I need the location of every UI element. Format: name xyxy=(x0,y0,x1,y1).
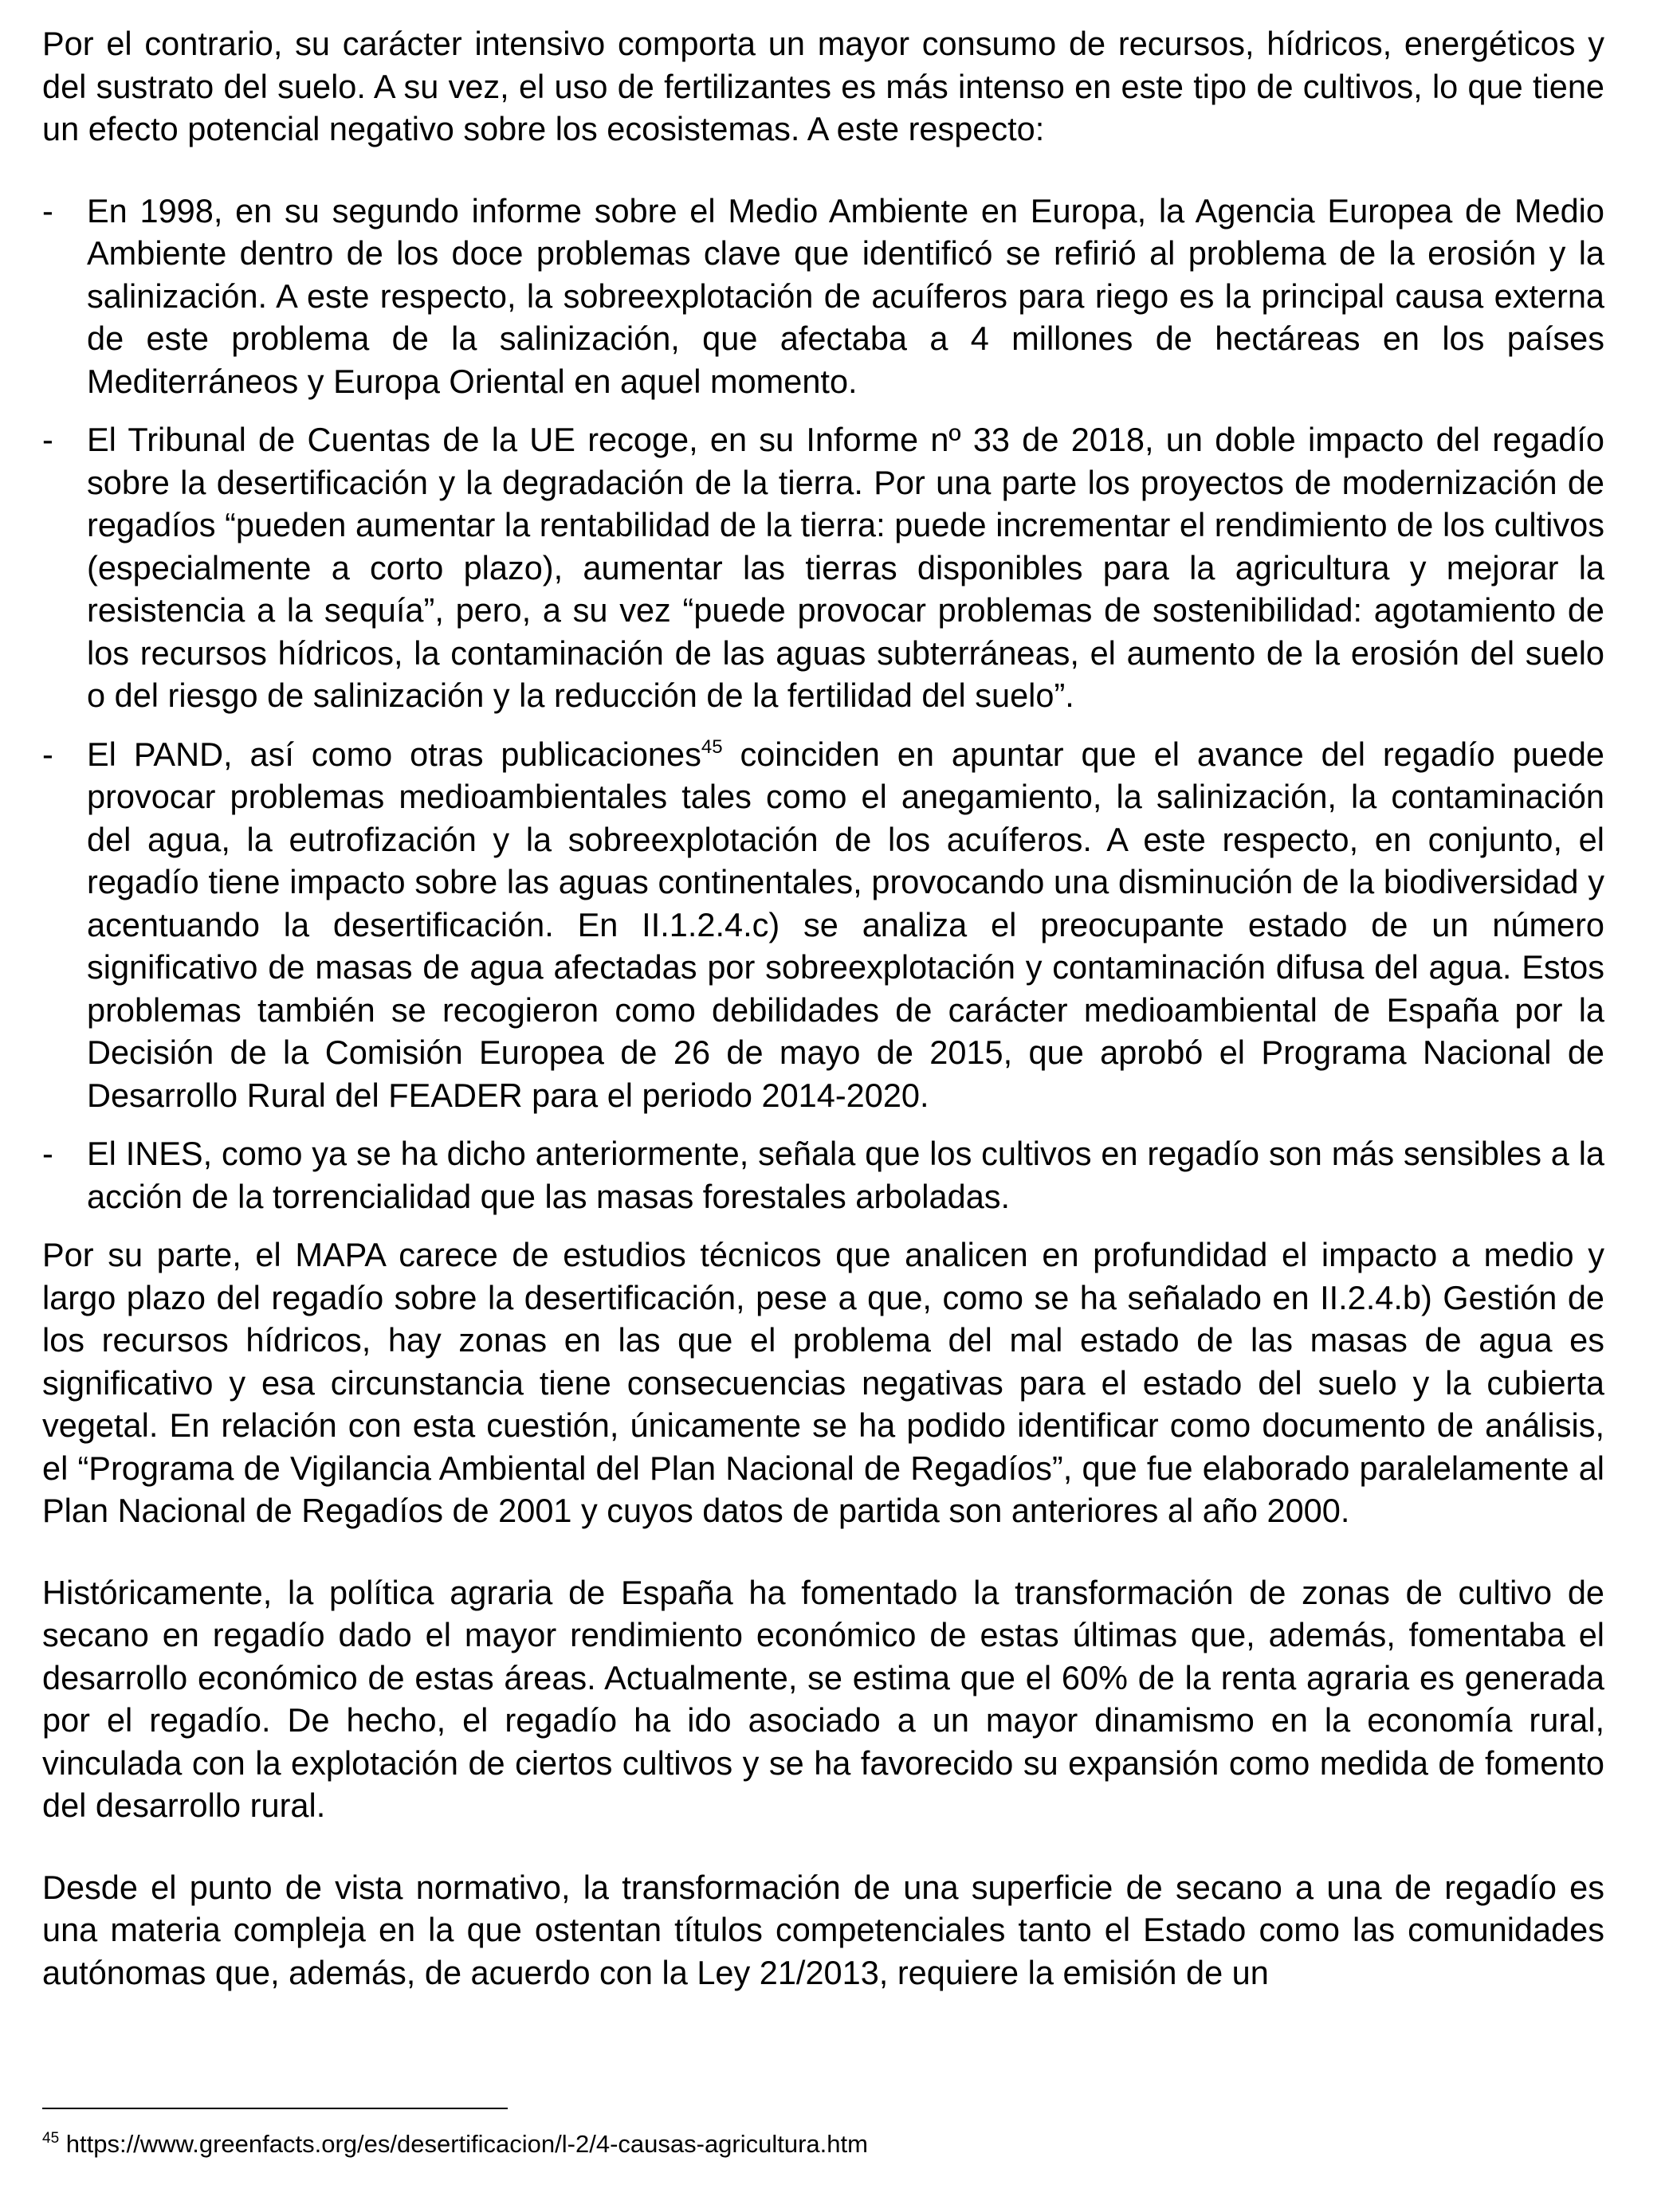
intro-paragraph: Por el contrario, su carácter intensivo comporta un mayor consumo de recursos, hídricos, energéticos y del sustrato del suelo. A su vez, el uso de fertilizantes es más intenso en este tipo de cultivos, lo que tiene un efecto potencial negativo sobre los ecosistemas. A este respecto: xyxy=(42,25,1604,147)
list-item-text: En 1998, en su segundo informe sobre el Medio Ambiente en Europa, la Agencia Europea de Medio Ambiente dentro de los doce problemas clave que identificó se refirió al problema de la erosión y la salinización. A este respecto, la sobreexplotación de acuíferos para riego es la principal causa externa de este problema de la salinización, que afectaba a 4 millones de hectáreas en los países Mediterráneos y Europa Oriental en aquel momento. xyxy=(87,191,1604,400)
footnote-link[interactable]: https://www.greenfacts.org/es/desertificacion/l-2/4-causas-agricultura.htm xyxy=(59,2130,868,2158)
list-item xyxy=(42,190,1604,403)
footnote-divider xyxy=(42,2108,508,2109)
list-item xyxy=(42,418,1604,717)
list-item xyxy=(42,733,1604,1117)
normative-paragraph: Desde el punto de vista normativo, la transformación de una superficie de secano a una de regadío es una materia compleja en la que ostentan títulos competenciales tanto el Estado como las comunidades autónomas que, además, de acuerdo con la Ley 21/2013, requiere la emisión de un xyxy=(42,1868,1604,1991)
list-item-text: coinciden en apuntar que el avance del regadío puede provocar problemas medioambientales tales como el anegamiento, la salinización, la contaminación del agua, la eutrofización y la sobreexplotación de los acuíferos. A este respecto, en conjunto, el regadío tiene impacto sobre las aguas continentales, provocando una disminución de la biodiversidad y acentuando la desertificación. En II.1.2.4.c) se analiza el preocupante estado de un número significativo de masas de agua afectadas por sobreexplotación y contaminación difusa del agua. Estos problemas también se recogieron como debilidades de carácter medioambiental de España por la Decisión de la Comisión Europea de 26 de mayo de 2015, que aprobó el Programa Nacional de Desarrollo Rural del FEADER para el periodo 2014-2020. xyxy=(87,735,1605,1114)
bullet-dash: - xyxy=(42,1135,53,1172)
bullet-dash: - xyxy=(42,421,53,458)
footnote-number: 45 xyxy=(42,2130,60,2147)
footnote xyxy=(42,2129,868,2159)
historic-paragraph: Históricamente, la política agraria de España ha fomentado la transformación de zonas de cultivo de secano en regadío dado el mayor rendimiento económico de estas últimas que, además, fomentaba el desarrollo económico de estas áreas. Actualmente, se estima que el 60% de la renta agraria es generada por el regadío. De hecho, el regadío ha ido asociado a un mayor dinamismo en la economía rural, vinculada con la explotación de ciertos cultivos y se ha favorecido su expansión como medida de fomento del desarrollo rural. xyxy=(42,1573,1604,1824)
bullet-dash: - xyxy=(42,191,53,229)
bullet-dash: - xyxy=(42,735,53,773)
list-item xyxy=(42,1132,1604,1218)
mapa-paragraph: Por su parte, el MAPA carece de estudios técnicos que analicen en profundidad el impacto a medio y largo plazo del regadío sobre la desertificación, pese a que, como se ha señalado en II.2.4.b) Gestión de los recursos hídricos, hay zonas en las que el problema del mal estado de las masas de agua es significativo y esa circunstancia tiene consecuencias negativas para el estado del suelo y la cubierta vegetal. En relación con esta cuestión, únicamente se ha podido identificar como documento de análisis, el “Programa de Vigilancia Ambiental del Plan Nacional de Regadíos”, que fue elaborado paralelamente al Plan Nacional de Regadíos de 2001 y cuyos datos de partida son anteriores al año 2000. xyxy=(42,1236,1604,1529)
document-page xyxy=(42,22,1604,1994)
list-item-text: El INES, como ya se ha dicho anteriormente, señala que los cultivos en regadío son más sensibles a la acción de la torrencialidad que las masas forestales arboladas. xyxy=(87,1135,1604,1215)
footnote-reference[interactable]: 45 xyxy=(701,735,723,758)
list-item-text: El Tribunal de Cuentas de la UE recoge, en su Informe nº 33 de 2018, un doble impacto del regadío sobre la desertificación y la degradación de la tierra. Por una parte los proyectos de modernización de regadíos “pueden aumentar la rentabilidad de la tierra: puede incrementar el rendimiento de los cultivos (especialmente a corto plazo), aumentar las tierras disponibles para la agricultura y mejorar la resistencia a la sequía”, pero, a su vez “puede provocar problemas de sostenibilidad: agotamiento de los recursos hídricos, la contaminación de las aguas subterráneas, el aumento de la erosión del suelo o del riesgo de salinización y la reducción de la fertilidad del suelo”. xyxy=(87,421,1604,714)
list-item-text: El PAND, así como otras publicaciones xyxy=(87,735,701,773)
